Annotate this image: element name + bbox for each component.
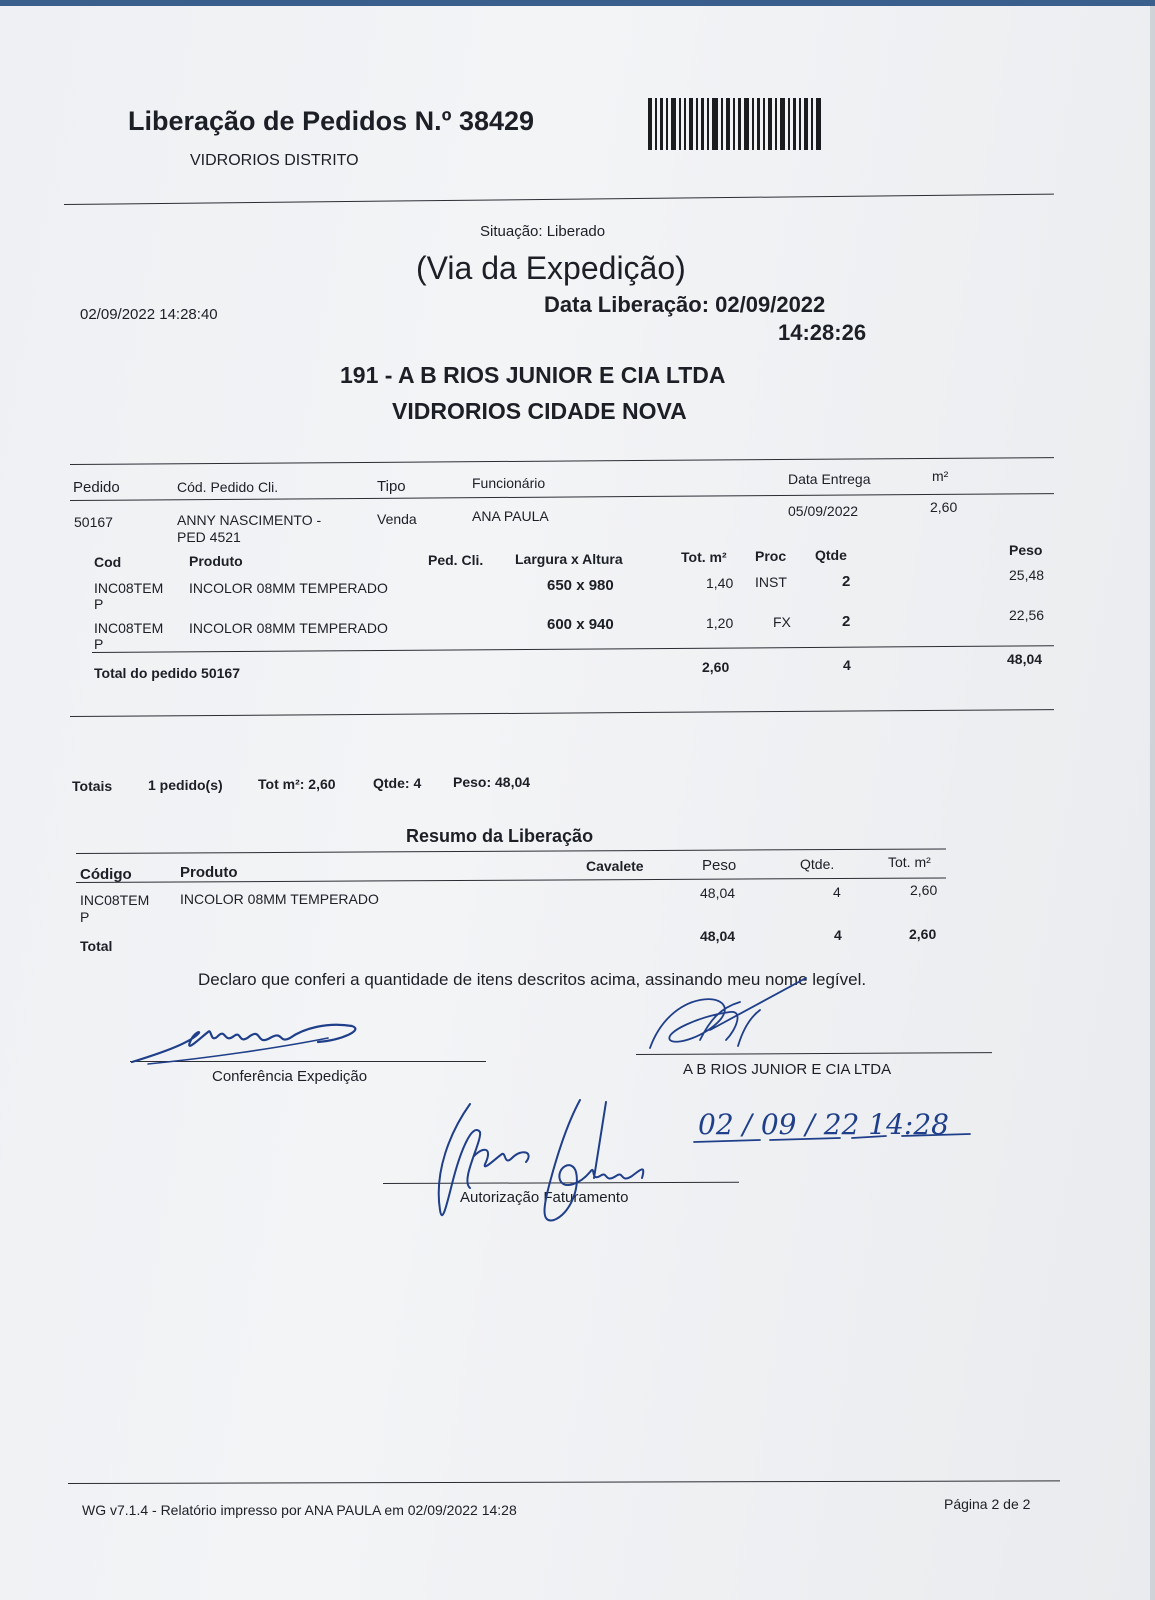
summary-header-produto: Produto	[180, 864, 238, 881]
item-cod-cont: P	[94, 636, 104, 652]
header-divider	[64, 194, 1054, 205]
declaration-text: Declaro que conferi a quantidade de itens descritos acima, assinando meu nome legível.	[198, 970, 867, 989]
item-cod-cont: P	[94, 596, 104, 612]
handwritten-signature-cliente	[640, 960, 820, 1060]
summary-total-tot-m2: 2,60	[909, 926, 937, 942]
summary-header-codigo: Código	[80, 866, 132, 883]
summary-title: Resumo da Liberação	[406, 826, 594, 846]
order-header-pedido: Pedido	[73, 479, 120, 496]
copy-label: (Via da Expedição)	[416, 250, 686, 286]
handwritten-signature-conferencia	[128, 1014, 368, 1074]
footer-page-number: Página 2 de 2	[944, 1496, 1031, 1512]
totals-label: Totais	[72, 778, 113, 794]
document-title: Liberação de Pedidos N.º 38429	[128, 106, 535, 136]
handwritten-signature-autorizacao	[430, 1092, 660, 1242]
order-cod-pedido-cli: ANNY NASCIMENTO -	[177, 512, 322, 528]
totals-tot-m2: Tot m²: 2,60	[258, 776, 336, 792]
summary-header-cavalete: Cavalete	[586, 858, 644, 874]
items-header-qtde: Qtde	[815, 547, 847, 563]
item-peso: 22,56	[1009, 607, 1045, 623]
signature-label-cliente: A B RIOS JUNIOR E CIA LTDA	[683, 1061, 892, 1078]
items-header-tot-m2: Tot. m²	[681, 549, 727, 565]
totals-pedidos: 1 pedido(s)	[148, 777, 223, 793]
footer-report-info: WG v7.1.4 - Relatório impresso por ANA PAULA em 02/09/2022 14:28	[82, 1502, 517, 1518]
summary-header-tot-m2: Tot. m²	[888, 854, 931, 870]
items-header-produto: Produto	[189, 553, 243, 569]
items-header-cod: Cod	[94, 554, 122, 570]
signature-label-conferencia: Conferência Expedição	[212, 1068, 368, 1085]
items-header-largura-altura: Largura x Altura	[515, 551, 623, 567]
item-proc: INST	[755, 574, 787, 590]
totals-peso: Peso: 48,04	[453, 774, 531, 790]
item-dimensions: 600 x 940	[547, 616, 614, 633]
summary-qtde: 4	[833, 884, 841, 900]
barcode	[648, 98, 824, 150]
summary-total-peso: 48,04	[700, 928, 736, 944]
item-dimensions: 650 x 980	[547, 577, 614, 594]
release-date: Data Liberação: 02/09/2022	[544, 292, 826, 317]
item-qtde: 2	[842, 613, 851, 630]
summary-header-peso: Peso	[702, 857, 737, 874]
order-header-tipo: Tipo	[377, 478, 406, 495]
item-tot-m2: 1,40	[706, 575, 734, 591]
svg-text:02 / 09 / 22 14:28: 02 / 09 / 22 14:28	[698, 1108, 949, 1141]
items-total-peso: 48,04	[1007, 651, 1043, 667]
summary-codigo-cont: P	[80, 909, 90, 925]
summary-tot-m2: 2,60	[910, 882, 938, 898]
order-table-top-rule	[70, 457, 1054, 465]
items-header-peso: Peso	[1009, 542, 1043, 558]
summary-total-qtde: 4	[834, 927, 842, 943]
order-m2: 2,60	[930, 499, 958, 515]
summary-codigo: INC08TEM	[80, 892, 150, 908]
items-total-rule	[92, 645, 1054, 653]
item-produto: INCOLOR 08MM TEMPERADO	[189, 620, 388, 636]
summary-header-qtde: Qtde.	[800, 856, 835, 872]
print-datetime: 02/09/2022 14:28:40	[80, 306, 218, 323]
footer-rule	[68, 1480, 1060, 1484]
order-header-data-entrega: Data Entrega	[788, 471, 871, 487]
item-peso: 25,48	[1009, 567, 1045, 583]
order-cod-pedido-cli-cont: PED 4521	[177, 529, 241, 545]
item-tot-m2: 1,20	[706, 615, 734, 631]
item-produto: INCOLOR 08MM TEMPERADO	[189, 580, 388, 596]
order-header-cod-pedido-cli: Cód. Pedido Cli.	[177, 479, 279, 495]
company-name: VIDRORIOS DISTRITO	[190, 152, 359, 169]
order-table-bottom-rule	[70, 709, 1054, 717]
items-header-proc: Proc	[755, 548, 787, 564]
signature-label-autorizacao: Autorização Faturamento	[460, 1189, 629, 1206]
items-total-label: Total do pedido 50167	[94, 665, 240, 681]
summary-peso: 48,04	[700, 885, 736, 901]
release-time: 14:28:26	[778, 320, 867, 345]
summary-produto: INCOLOR 08MM TEMPERADO	[180, 891, 379, 907]
order-funcionario: ANA PAULA	[472, 508, 549, 524]
order-header-m2: m²	[932, 468, 949, 484]
item-qtde: 2	[842, 573, 851, 590]
items-total-qtde: 4	[843, 657, 851, 673]
item-cod: INC08TEM	[94, 580, 164, 596]
status-label: Situação: Liberado	[480, 223, 606, 240]
order-pedido: 50167	[74, 514, 113, 530]
order-tipo: Venda	[377, 511, 417, 527]
summary-top-rule	[76, 848, 946, 854]
item-cod: INC08TEM	[94, 620, 164, 636]
handwritten-date	[690, 1102, 980, 1152]
summary-total-label: Total	[80, 938, 113, 954]
totals-qtde: Qtde: 4	[373, 775, 422, 791]
items-header-ped-cli: Ped. Cli.	[428, 552, 484, 568]
order-header-funcionario: Funcionário	[472, 475, 546, 491]
document-page	[0, 6, 1150, 1600]
item-proc: FX	[773, 614, 791, 630]
customer-name: 191 - A B RIOS JUNIOR E CIA LTDA	[340, 362, 726, 388]
items-total-tot-m2: 2,60	[702, 659, 730, 675]
order-data-entrega: 05/09/2022	[788, 503, 859, 519]
customer-store: VIDRORIOS CIDADE NOVA	[392, 398, 687, 424]
